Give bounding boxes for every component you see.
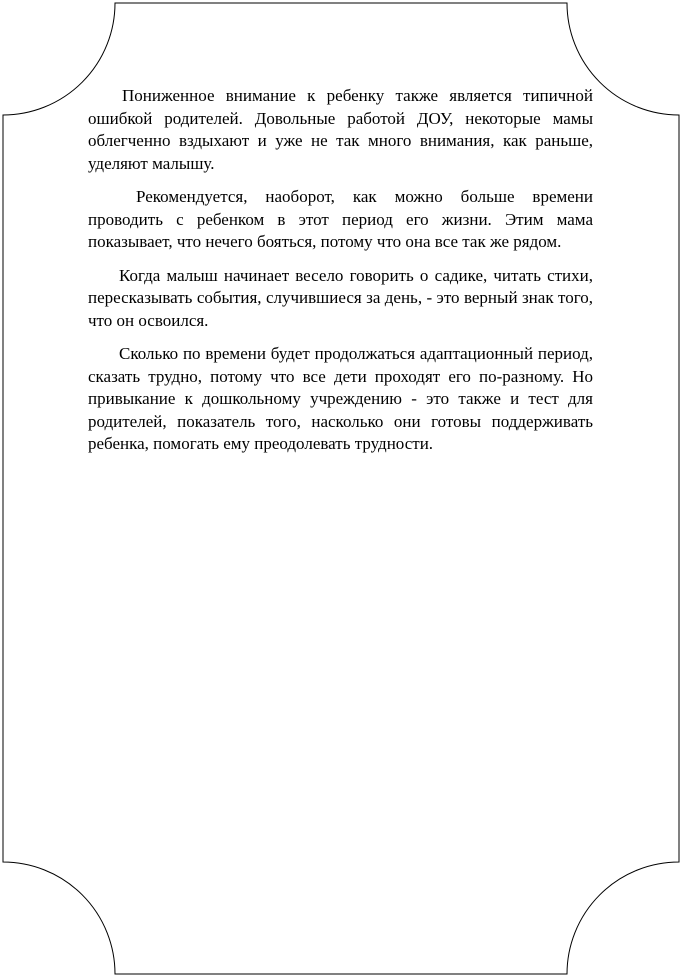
paragraph-1: Пониженное внимание к ребенку также является типичной ошибкой родителей. Довольные работой ДОУ, некоторые мамы облегченно вздыхают и уже не так много внимания, как раньше, уделяют малышу.	[88, 86, 593, 173]
paragraph-4: Сколько по времени будет продолжаться адаптационный период, сказать трудно, потому что все дети проходят его по-разному. Но привыкание к дошкольному учреждению - это также и тест для родителей, показатель того, насколько они готовы поддерживать ребенка, помогать ему преодолевать трудности.	[88, 344, 593, 453]
paragraph-3: Когда малыш начинает весело говорить о садике, читать стихи, пересказывать события, случившиеся за день, - это верный знак того, что он освоился.	[88, 265, 593, 330]
paragraph-2: Рекомендуется, наоборот, как можно больше времени проводить с ребенком в этот период его жизни. Этим мама показывает, что нечего бояться, потому что она все так же рядом.	[88, 187, 593, 251]
text-content	[88, 85, 593, 467]
